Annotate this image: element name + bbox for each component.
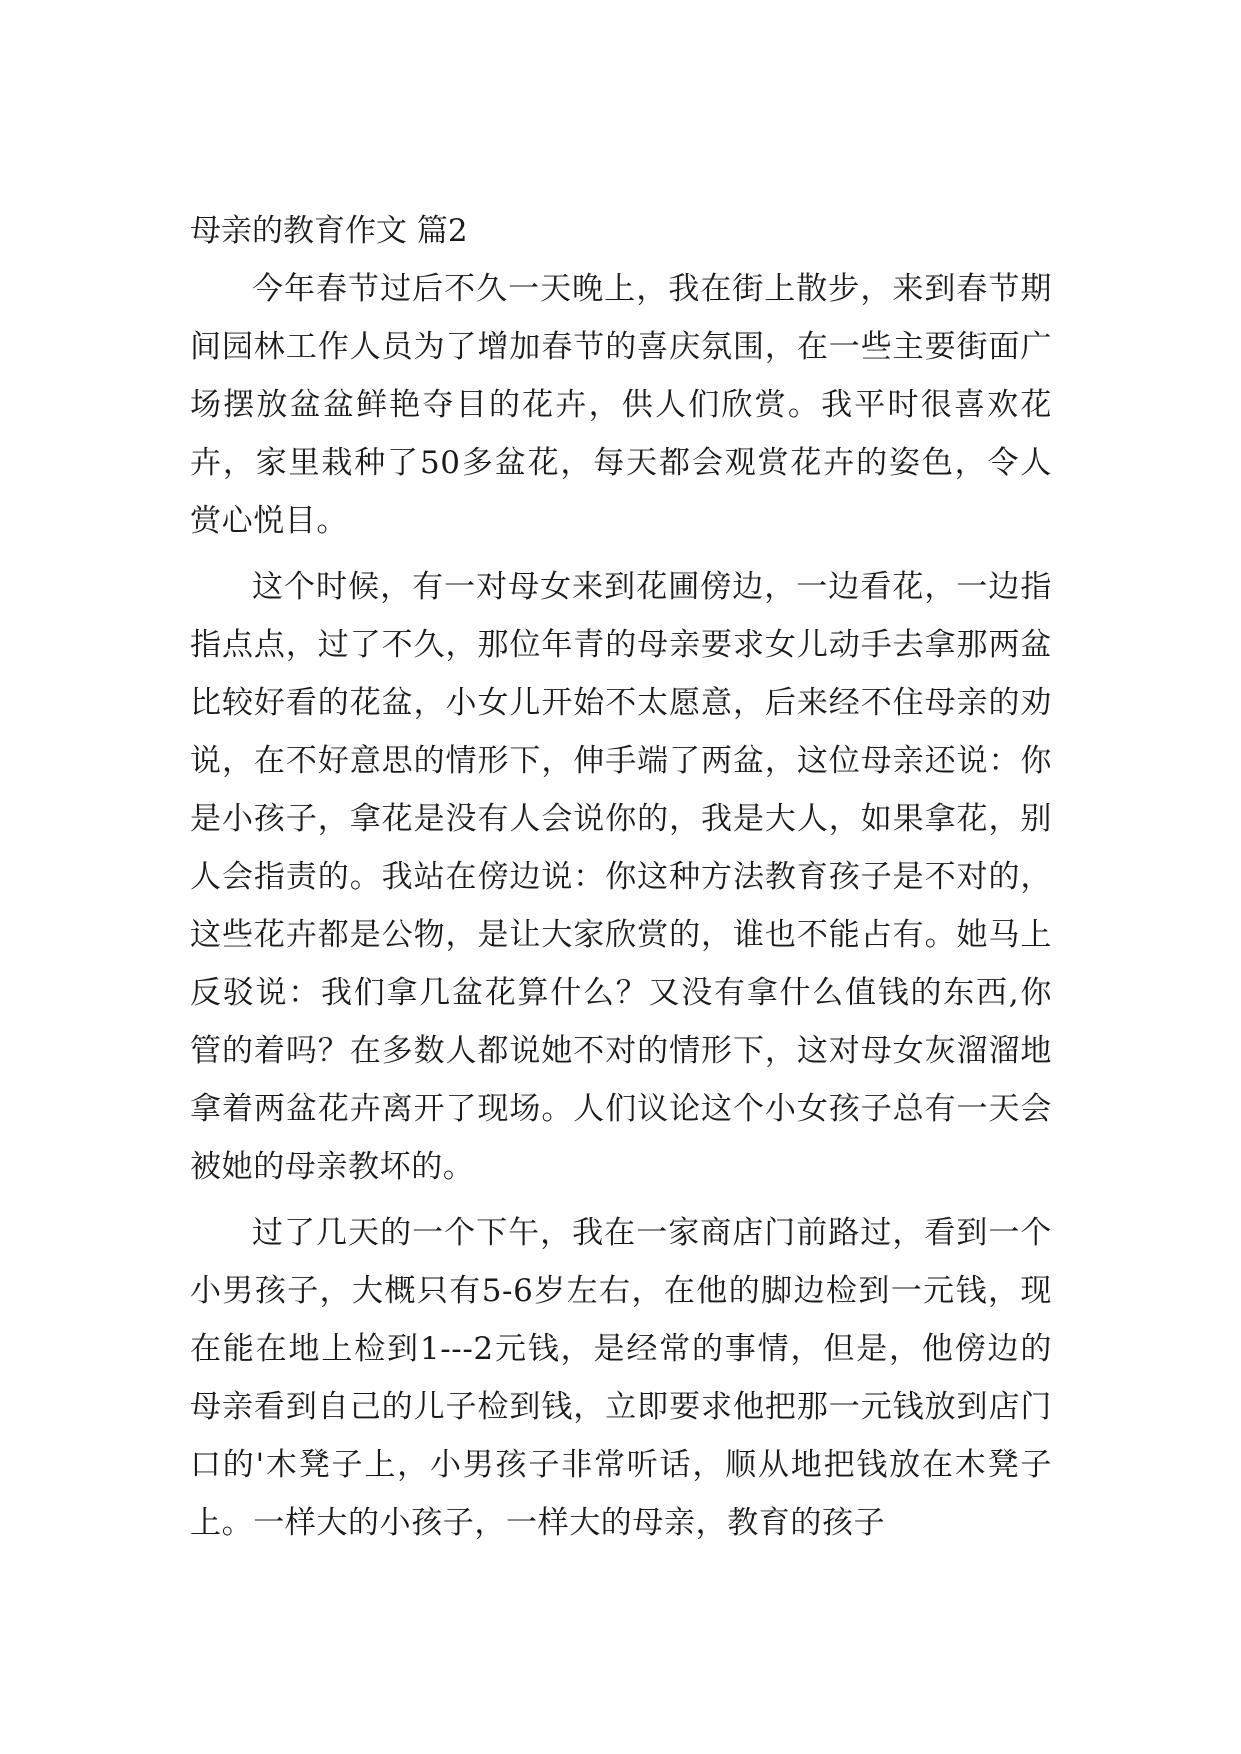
paragraph-2: 这个时候，有一对母女来到花圃傍边，一边看花，一边指指点点，过了不久，那位年青的母亲要求女儿动手去拿那两盆比较好看的花盆，小女儿开始不太愿意，后来经不住母亲的劝说，在不好意思的情形下，伸手端了两盆，这位母亲还说：你是小孩子，拿花是没有人会说你的，我是大人，如果拿花，别人会指责的。我站在傍边说：你这种方法教育孩子是不对的，这些花卉都是公物，是让大家欣赏的，谁也不能占有。她马上反驳说：我们拿几盆花算什么？又没有拿什么值钱的东西,你管的着吗？在多数人都说她不对的情形下，这对母女灰溜溜地拿着两盆花卉离开了现场。人们议论这个小女孩子总有一天会被她的母亲教坏的。	[190, 569, 1052, 1185]
paragraph-1: 今年春节过后不久一天晚上，我在街上散步，来到春节期间园林工作人员为了增加春节的喜庆氛围，在一些主要街面广场摆放盆盆鲜艳夺目的花卉，供人们欣赏。我平时很喜欢花卉，家里栽种了50多盆花，每天都会观赏花卉的姿色，令人赏心悦目。	[190, 271, 1052, 539]
paragraph-3: 过了几天的一个下午，我在一家商店门前路过，看到一个小男孩子，大概只有5-6岁左右，在他的脚边检到一元钱，现在能在地上检到1---2元钱，是经常的事情，但是，他傍边的母亲看到自己的儿子检到钱，立即要求他把那一元钱放到店门口的'木凳子上，小男孩子非常听话，顺从地把钱放在木凳子上。一样大的小孩子，一样大的母亲，教育的孩子	[190, 1215, 1052, 1541]
document-title: 母亲的教育作文 篇2	[190, 213, 468, 249]
document-body	[190, 206, 1052, 1552]
